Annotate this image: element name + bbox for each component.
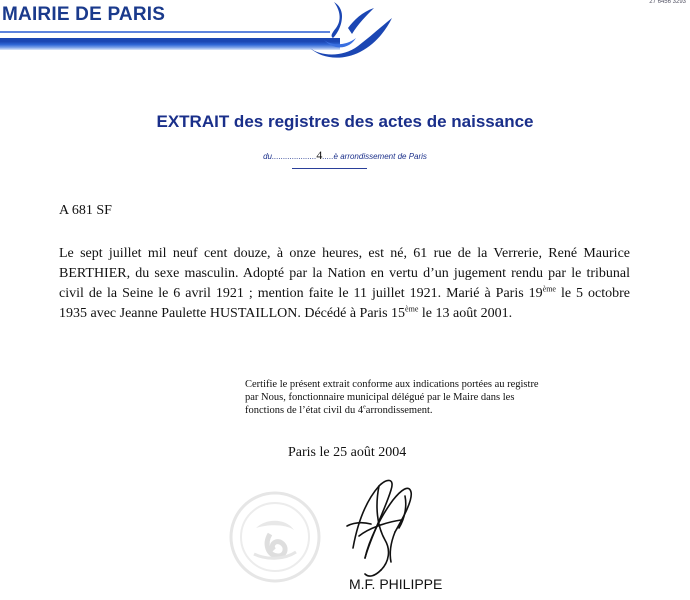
district-prefix: du.................... [263,152,317,161]
body-part-3: le 13 août 2001. [418,306,513,321]
mairie-de-paris-logo-icon [296,0,406,62]
certificate-body [59,244,630,324]
certification-superscript: e [363,404,366,411]
document-title: EXTRAIT des registres des actes de naissance [156,112,534,131]
district-number: 4 [316,148,323,162]
header-band [0,38,340,50]
institution-name: MAIRIE DE PARIS [2,4,166,25]
certification-statement [245,378,545,417]
handwritten-signature-icon [335,466,425,584]
certification-text: Certifie le présent extrait conforme aux indications portées au registre par Nous, fonctionnaire municipal délégué par le Maire dans les fonctions de l’état civil du 4 [245,379,539,416]
body-part-1: Le sept juillet mil neuf cent douze, à onze heures, est né, 61 rue de la Verrerie, René Maurice BERTHIER, du sexe masculin. Adopté par la Nation en vertu d’un jugement rendu par le tribunal civil de la Seine le 6 avril 1921 ; mention faite le 11 juillet 1921. Marié à Paris 19 [59,246,630,301]
district-underline [292,168,367,169]
city-seal-stamp-icon [226,488,324,586]
reference-number: A 681 SF [59,203,112,218]
certification-text-end: arrondissement. [365,405,433,416]
place-and-date: Paris le 25 août 2004 [288,445,407,460]
district-suffix: .....è arrondissement de Paris [322,152,427,161]
corner-code: 27 6456 3293 [649,0,686,5]
body-part-2: le 5 octobre 1935 avec Jeanne Paulette HUSTAILLON. Décédé à Paris 15 [59,286,630,321]
header-stripe [0,31,330,33]
body-superscript-1: ème [542,284,556,294]
signatory-name: M.F. PHILIPPE [349,576,443,592]
district-line [0,148,690,163]
body-superscript-2: ème [405,304,419,314]
